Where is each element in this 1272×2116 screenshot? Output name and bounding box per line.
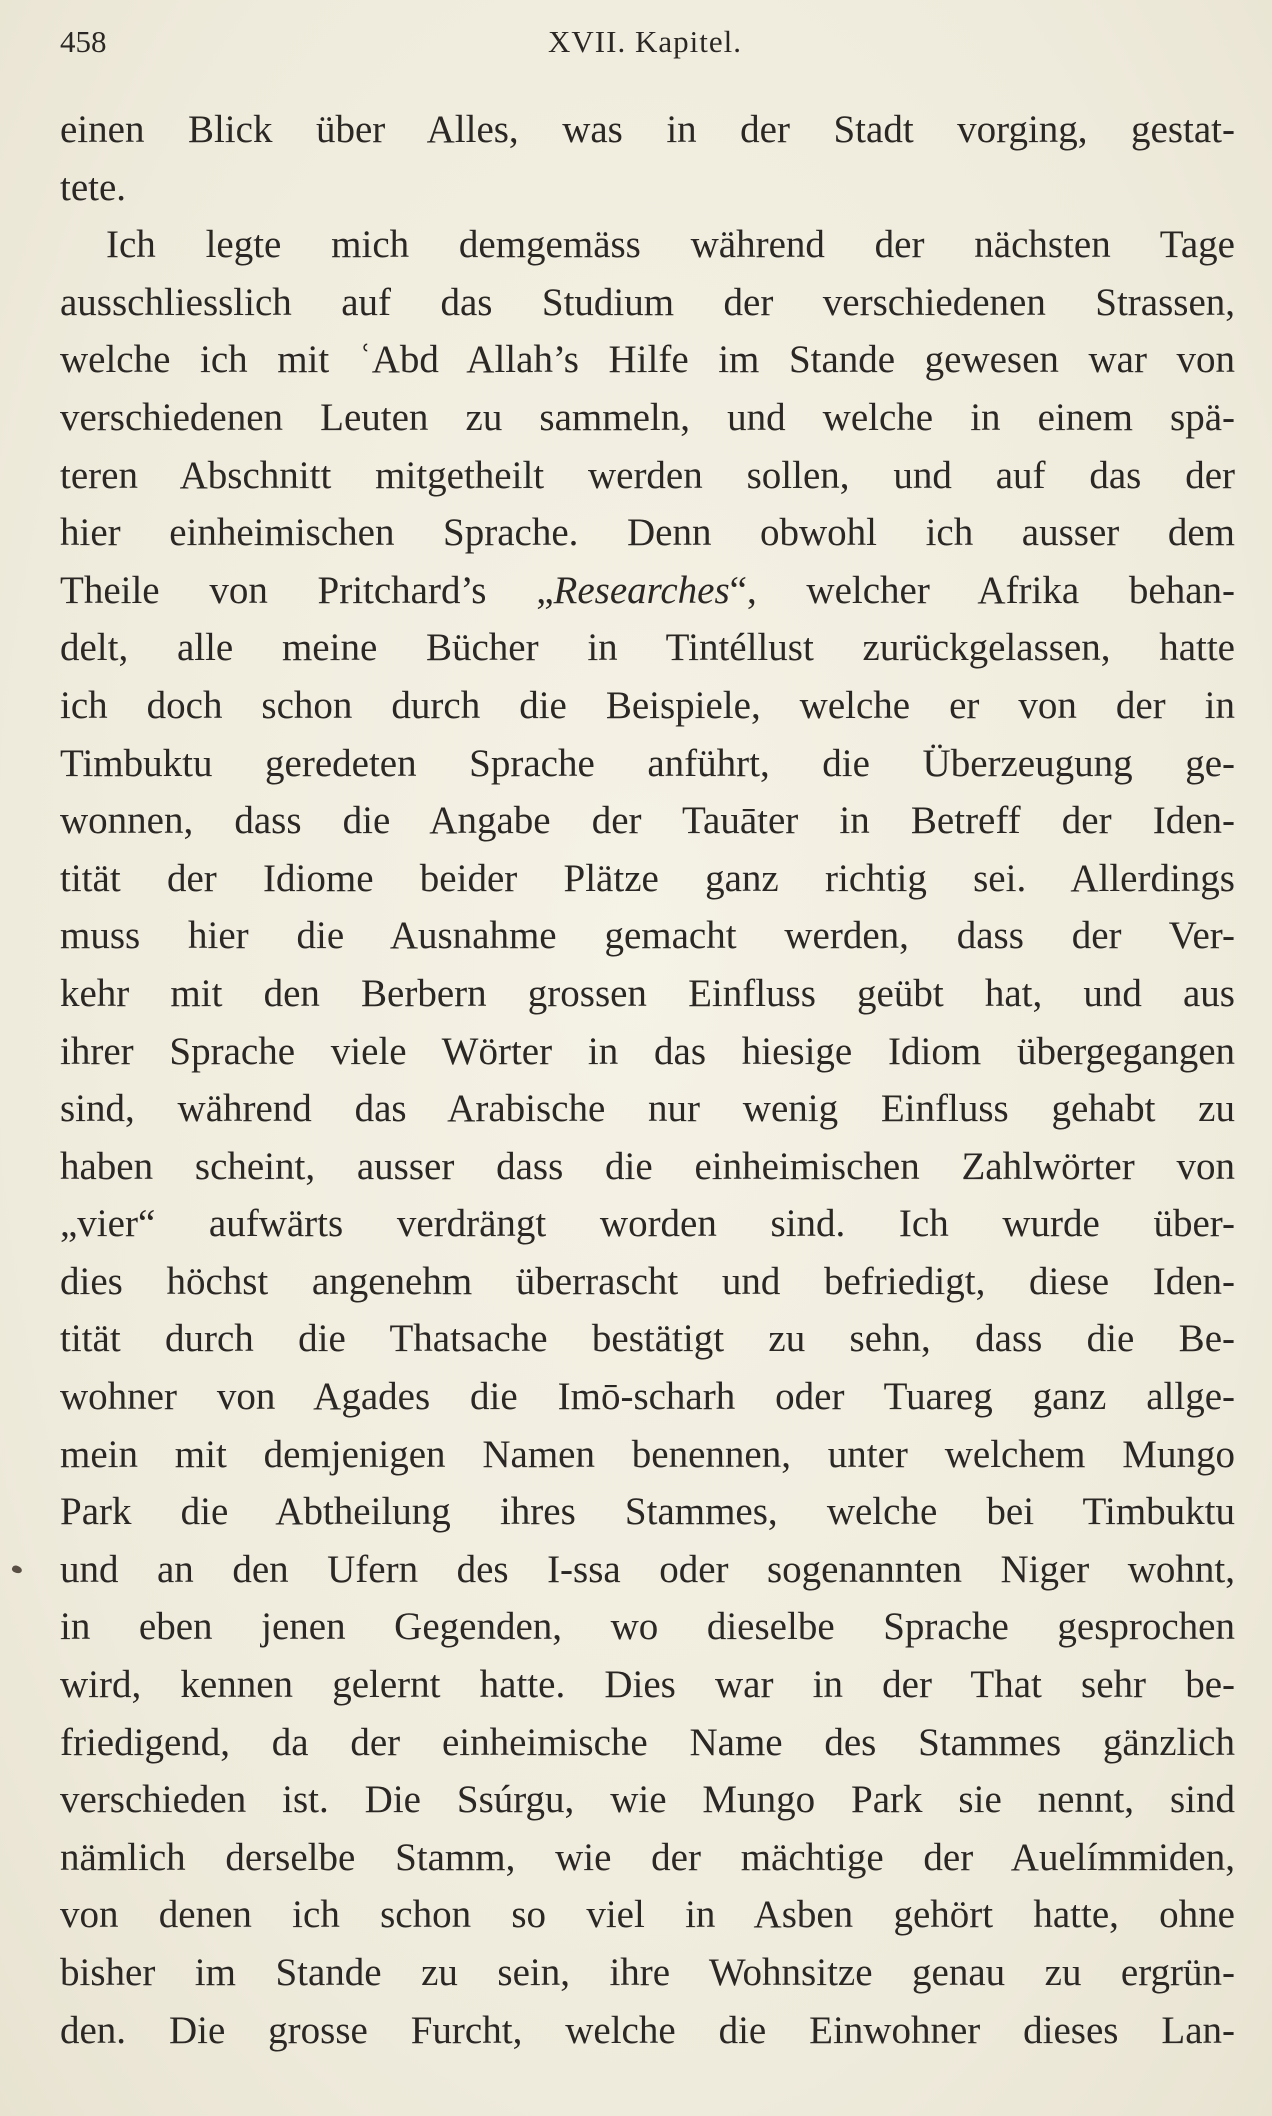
text-line: muss hier die Ausnahme gemacht werden, dass der Ver- — [60, 914, 1235, 958]
text-line: hier einheimischen Sprache. Denn obwohl ich ausser dem — [60, 511, 1235, 555]
text-line: delt, alle meine Bücher in Tintéllust zurückgelassen, hatte — [60, 626, 1235, 670]
text-line: verschieden ist. Die Ssúrgu, wie Mungo Park sie nennt, sind — [60, 1778, 1235, 1822]
text-line: von denen ich schon so viel in Asben gehört hatte, ohne — [60, 1893, 1235, 1937]
text-line: dies höchst angenehm überrascht und befriedigt, diese Iden- — [60, 1259, 1235, 1303]
text-line: den. Die grosse Furcht, welche die Einwohner dieses Lan- — [60, 2008, 1235, 2052]
text-line: kehr mit den Berbern grossen Einfluss geübt hat, und aus — [60, 971, 1235, 1015]
text-line: wonnen, dass die Angabe der Tauāter in Betreff der Iden- — [60, 799, 1235, 843]
chapter-title: XVII. Kapitel. — [548, 24, 742, 59]
text-line: tete. — [60, 165, 127, 209]
text-line: sind, während das Arabische nur wenig Einfluss gehabt zu — [60, 1087, 1235, 1131]
text-line-researches — [60, 562, 1235, 620]
text-line: bisher im Stande zu sein, ihre Wohnsitze genau zu ergrün- — [60, 1951, 1235, 1994]
text-line: friedigend, da der einheimische Name des Stammes gänzlich — [60, 1720, 1235, 1764]
text-line: und an den Ufern des I-ssa oder sogenannten Niger wohnt, — [60, 1547, 1235, 1591]
text-line: tität durch die Thatsache bestätigt zu sehn, dass die Be- — [60, 1317, 1235, 1361]
text-line: einen Blick über Alles, was in der Stadt vorging, gestat- — [60, 108, 1235, 151]
text-line: haben scheint, ausser dass die einheimischen Zahlwörter von — [60, 1144, 1235, 1188]
text-line: in eben jenen Gegenden, wo dieselbe Sprache gesprochen — [60, 1605, 1235, 1649]
body-text — [60, 101, 1235, 2059]
text-line: ausschliesslich auf das Studium der verschiedenen Strassen, — [60, 280, 1235, 324]
running-head — [60, 22, 1230, 62]
text-line: ihrer Sprache viele Wörter in das hiesige Idiom übergegangen — [60, 1029, 1235, 1073]
text-line: mein mit demjenigen Namen benennen, unter welchem Mungo — [60, 1432, 1235, 1476]
text-line: Timbuktu geredeten Sprache anführt, die Überzeugung ge- — [60, 741, 1235, 785]
text-line: verschiedenen Leuten zu sammeln, und welche in einem spä- — [60, 395, 1235, 439]
text-fragment: Theile von Pritchard’s „ — [60, 568, 554, 612]
text-line: Park die Abtheilung ihres Stammes, welche bei Timbuktu — [60, 1490, 1235, 1534]
text-line: Ich legte mich demgemäss während der nächsten Tage — [106, 223, 1235, 267]
text-line: wird, kennen gelernt hatte. Dies war in der That sehr be- — [60, 1663, 1235, 1707]
text-fragment: “, welcher Afrika behan- — [729, 568, 1235, 612]
margin-ink-mark — [11, 1564, 23, 1575]
book-title-researches: Researches — [553, 568, 730, 612]
text-line: teren Abschnitt mitgetheilt werden sollen, und auf das der — [60, 453, 1235, 497]
text-line: tität der Idiome beider Plätze ganz richtig sei. Allerdings — [60, 856, 1235, 900]
text-line: welche ich mit ʿAbd Allah’s Hilfe im Stande gewesen war von — [60, 338, 1235, 382]
text-line: nämlich derselbe Stamm, wie der mächtige der Auelímmiden, — [60, 1835, 1235, 1879]
text-line: wohner von Agades die Imō-scharh oder Tuareg ganz allge- — [60, 1375, 1235, 1419]
page-number: 458 — [60, 24, 107, 59]
text-line: ich doch schon durch die Beispiele, welche er von der in — [60, 683, 1235, 727]
text-line: „vier“ aufwärts verdrängt worden sind. Ich wurde über- — [60, 1202, 1235, 1246]
